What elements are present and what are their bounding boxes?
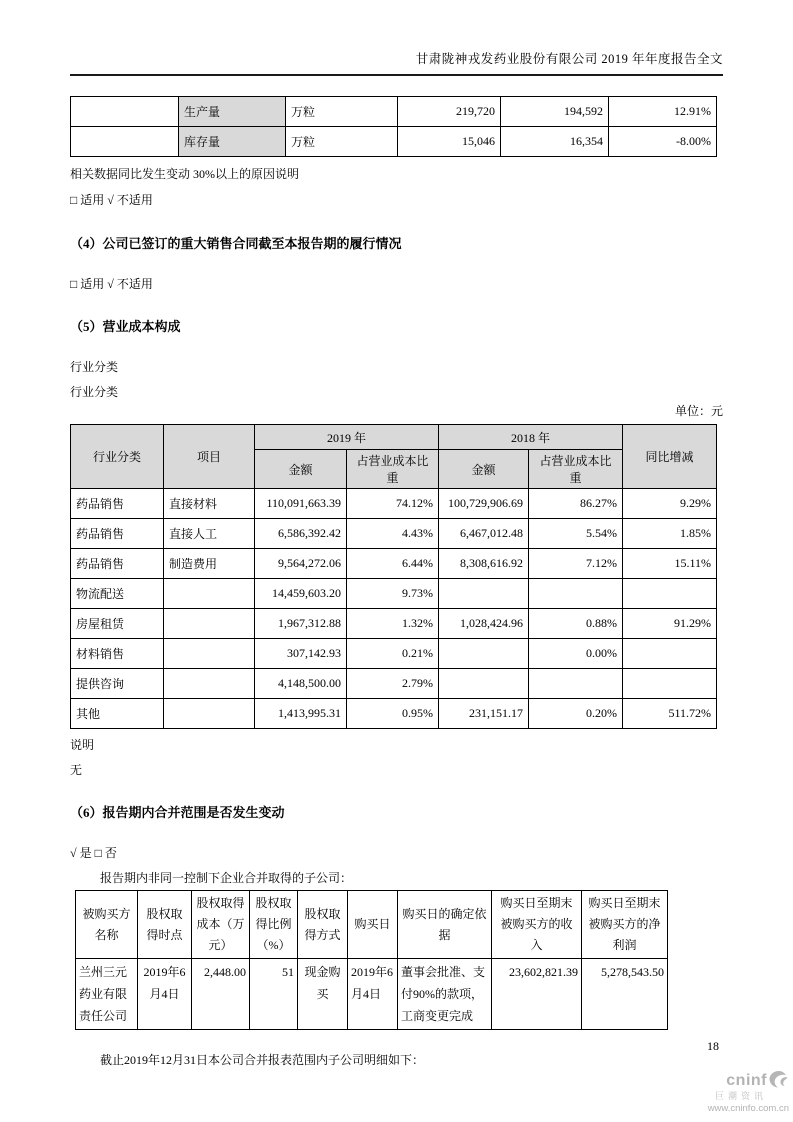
table-cell: 15.11% (623, 549, 717, 579)
table-cell: 100,729,906.69 (439, 489, 529, 519)
logo-url: www.cninfo.com.cn (707, 1103, 789, 1114)
table-cell: -8.00% (609, 127, 717, 157)
table-cell (529, 579, 623, 609)
table-header-cell: 项目 (164, 425, 255, 489)
note-value: 无 (70, 763, 83, 777)
table-cell (623, 579, 717, 609)
table-cell: 5,278,543.50 (582, 959, 668, 1030)
table-cell (164, 669, 255, 699)
table-cell: 1.32% (347, 609, 439, 639)
industry-class-label: 行业分类 (70, 360, 119, 374)
industry-class-label: 行业分类 (70, 385, 119, 399)
table-cell: 16,354 (501, 127, 609, 157)
table-row (71, 489, 717, 519)
table-cell: 现金购买 (298, 959, 348, 1030)
table-cell: 307,142.93 (255, 639, 347, 669)
table-cell (164, 699, 255, 729)
table-cell (439, 579, 529, 609)
table-cell (439, 639, 529, 669)
table-cell: 直接人工 (164, 519, 255, 549)
table-header-cell: 2018 年 (439, 425, 623, 450)
table-cell: 231,151.17 (439, 699, 529, 729)
table-header-cell: 股权取得时点 (138, 891, 192, 959)
table-cell: 0.88% (529, 609, 623, 639)
table-cell: 兰州三元药业有限责任公司 (76, 959, 138, 1030)
table-cell: 0.21% (347, 639, 439, 669)
table-header-row (76, 891, 668, 959)
table-cell (164, 609, 255, 639)
table-cell: 0.95% (347, 699, 439, 729)
table-cell (623, 669, 717, 699)
table-row (71, 97, 717, 127)
table-cell: 1,967,312.88 (255, 609, 347, 639)
table-cell: 91.29% (623, 609, 717, 639)
table-header-cell: 购买日至期末被购买方的收入 (492, 891, 582, 959)
table-cell: 6.44% (347, 549, 439, 579)
table-header-cell: 占营业成本比重 (529, 450, 623, 489)
table-cell: 2,448.00 (192, 959, 250, 1030)
table-cell: 1,413,995.31 (255, 699, 347, 729)
table-cell: 房屋租赁 (71, 609, 164, 639)
table-cell: 219,720 (398, 97, 501, 127)
table-cell: 9,564,272.06 (255, 549, 347, 579)
table-cell: 194,592 (501, 97, 609, 127)
table-cell: 6,586,392.42 (255, 519, 347, 549)
section-4-title: （4）公司已签订的重大销售合同截至本报告期的履行情况 (70, 236, 402, 251)
table-cell: 4,148,500.00 (255, 669, 347, 699)
table-header-cell: 被购买方名称 (76, 891, 138, 959)
table-cell: 提供咨询 (71, 669, 164, 699)
table-cell (71, 127, 179, 157)
table-header-cell: 占营业成本比重 (347, 450, 439, 489)
table-cell: 其他 (71, 699, 164, 729)
table-cell: 物流配送 (71, 579, 164, 609)
section-5-title: （5）营业成本构成 (70, 319, 181, 334)
table-cell: 万粒 (286, 97, 398, 127)
table-cell: 9.73% (347, 579, 439, 609)
table-cell: 材料销售 (71, 639, 164, 669)
table-cell: 药品销售 (71, 519, 164, 549)
table-header-cell: 购买日 (348, 891, 398, 959)
table-header-cell: 股权取得比例（%） (250, 891, 298, 959)
table-cell: 0.20% (529, 699, 623, 729)
table-cell: 15,046 (398, 127, 501, 157)
closing-line: 截止2019年12月31日本公司合并报表范围内子公司明细如下： (100, 1053, 425, 1067)
yes-no-line: √ 是 □ 否 (70, 846, 117, 860)
table-row (71, 699, 717, 729)
table-cell (71, 97, 179, 127)
applicable-line: □ 适用 √ 不适用 (70, 193, 153, 207)
cninfo-logo (679, 1070, 789, 1114)
table-cell (164, 639, 255, 669)
logo-top-row (679, 1070, 789, 1091)
table-header-row (71, 425, 717, 450)
table-cell: 直接材料 (164, 489, 255, 519)
table-cell: 74.12% (347, 489, 439, 519)
cost-composition-table (70, 424, 717, 729)
unit-label: 单位：元 (674, 404, 723, 418)
header-title: 甘肃陇神戎发药业股份有限公司 2019 年年度报告全文 (415, 52, 723, 66)
subsidiary-table (75, 890, 668, 1030)
table-cell: 5.54% (529, 519, 623, 549)
table-header-cell: 购买日至期末被购买方的净利润 (582, 891, 668, 959)
production-table (70, 96, 717, 157)
table-header-cell: 金额 (439, 450, 529, 489)
table-cell: 生产量 (179, 97, 286, 127)
table-cell: 2.79% (347, 669, 439, 699)
table-cell: 药品销售 (71, 489, 164, 519)
table-header-cell: 股权取得成本（万元） (192, 891, 250, 959)
table-header-cell: 股权取得方式 (298, 891, 348, 959)
table-cell: 0.00% (529, 639, 623, 669)
table-row (71, 549, 717, 579)
table-cell: 6,467,012.48 (439, 519, 529, 549)
table-cell (623, 639, 717, 669)
table-cell: 23,602,821.39 (492, 959, 582, 1030)
change-reason-note: 相关数据同比发生变动 30%以上的原因说明 (70, 167, 299, 181)
table-row (71, 669, 717, 699)
logo-swirl-icon (768, 1070, 789, 1091)
subsidiary-intro: 报告期内非同一控制下企业合并取得的子公司： (100, 871, 353, 885)
table-row (71, 519, 717, 549)
table-cell: 14,459,603.20 (255, 579, 347, 609)
table-cell: 12.91% (609, 97, 717, 127)
table-header-cell: 2019 年 (255, 425, 439, 450)
table-cell: 2019年6月4日 (138, 959, 192, 1030)
note-label: 说明 (70, 738, 95, 752)
logo-text: cninf (726, 1071, 767, 1089)
table-cell: 库存量 (179, 127, 286, 157)
table-row (71, 639, 717, 669)
table-cell: 8,308,616.92 (439, 549, 529, 579)
table-cell (164, 579, 255, 609)
table-header-cell: 行业分类 (71, 425, 164, 489)
table-cell: 药品销售 (71, 549, 164, 579)
section-6-title: （6）报告期内合并范围是否发生变动 (70, 805, 285, 820)
table-cell: 董事会批准、支付90%的款项，工商变更完成 (398, 959, 492, 1030)
table-row (76, 959, 668, 1030)
table-cell (439, 669, 529, 699)
table-cell: 制造费用 (164, 549, 255, 579)
table-cell: 1,028,424.96 (439, 609, 529, 639)
table-header-cell: 购买日的确定依据 (398, 891, 492, 959)
table-row (71, 609, 717, 639)
table-cell: 110,091,663.39 (255, 489, 347, 519)
table-cell: 万粒 (286, 127, 398, 157)
table-cell: 86.27% (529, 489, 623, 519)
table-cell: 4.43% (347, 519, 439, 549)
table-row (71, 579, 717, 609)
table-cell (529, 669, 623, 699)
table-cell: 2019年6月4日 (348, 959, 398, 1030)
table-cell: 7.12% (529, 549, 623, 579)
table-cell: 51 (250, 959, 298, 1030)
table-header-cell: 同比增减 (623, 425, 717, 489)
page-number: 18 (707, 1039, 719, 1053)
page-header (70, 0, 723, 76)
logo-chinese-name: 巨潮资讯 (714, 1091, 767, 1101)
table-cell: 9.29% (623, 489, 717, 519)
table-cell: 511.72% (623, 699, 717, 729)
table-cell: 1.85% (623, 519, 717, 549)
applicable-line: □ 适用 √ 不适用 (70, 277, 153, 291)
table-header-cell: 金额 (255, 450, 347, 489)
table-row (71, 127, 717, 157)
